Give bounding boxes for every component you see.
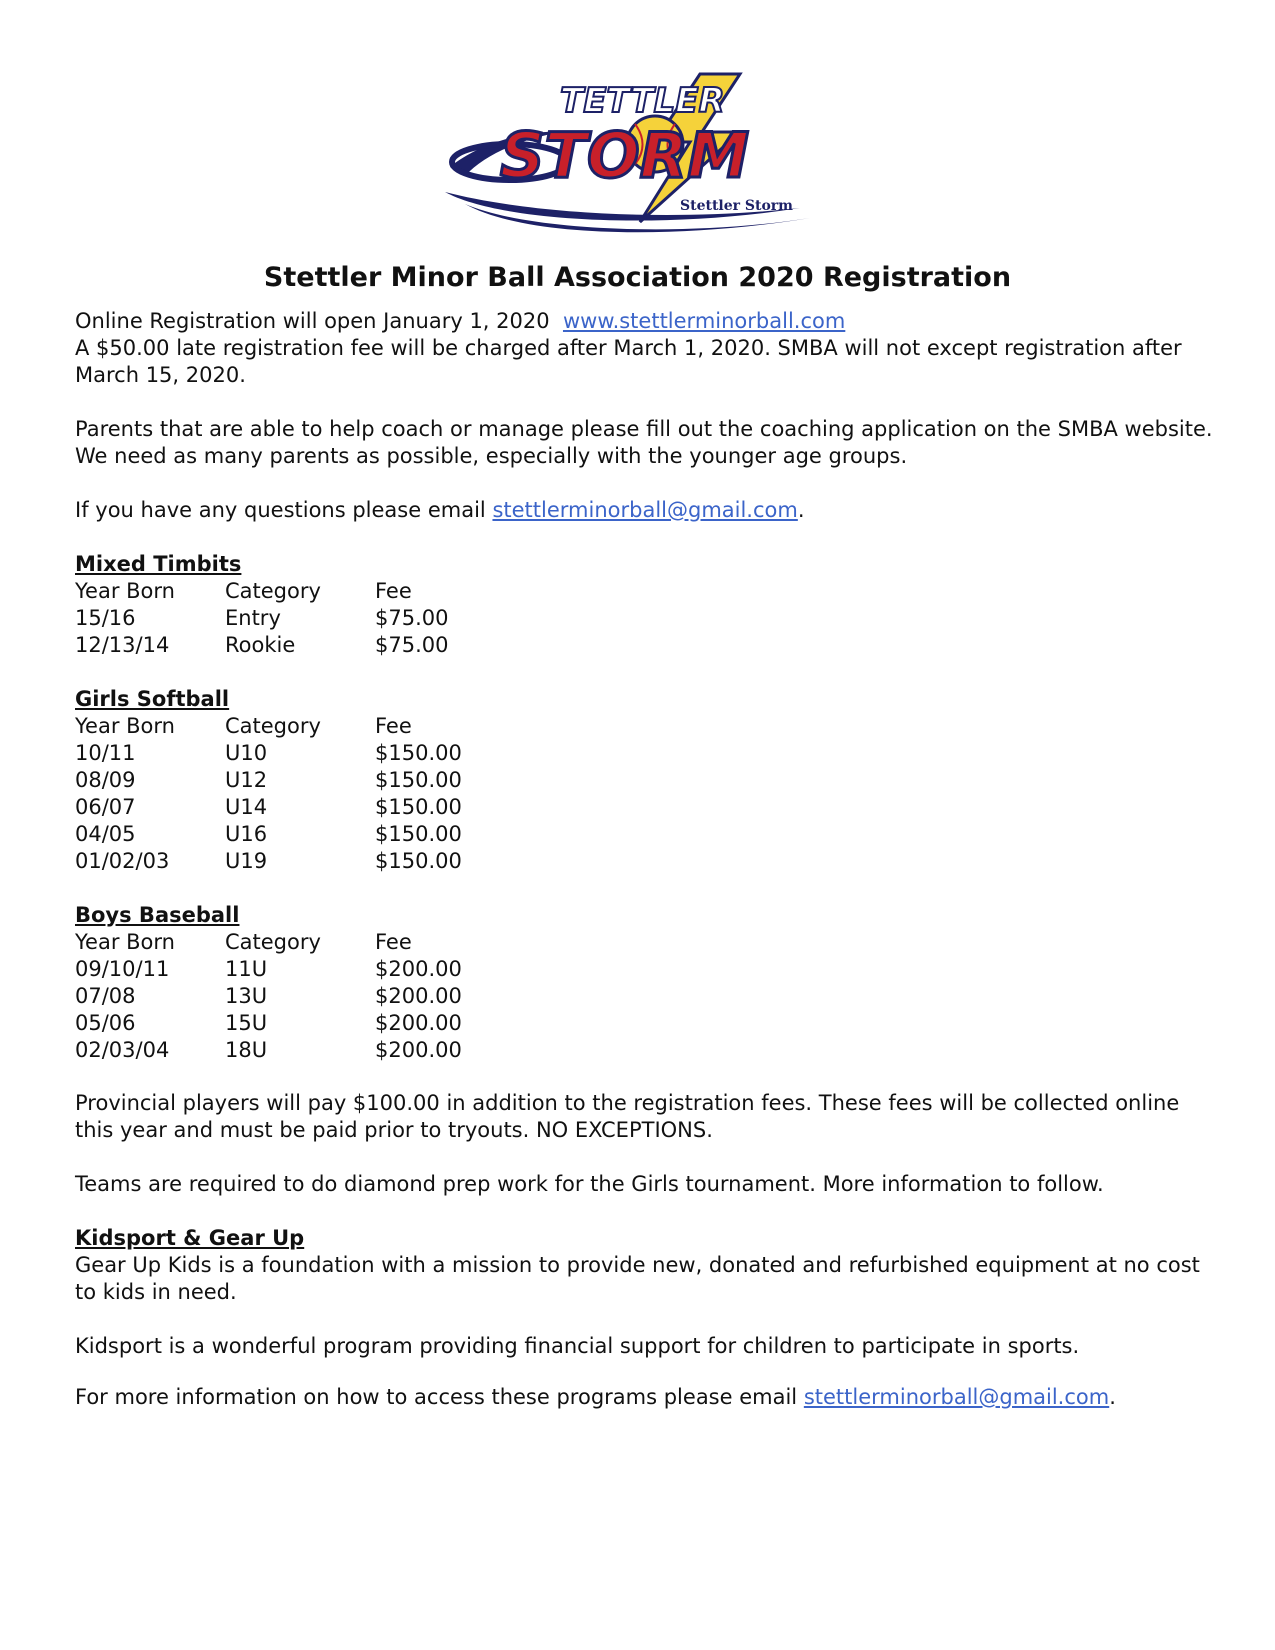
provincial-line-1: Provincial players will pay $100.00 in addition to the registration fees. These fees will be collected online: [75, 1091, 1180, 1115]
more-info-text: For more information on how to access these programs please email: [75, 1385, 798, 1409]
cell-category: 13U: [225, 984, 268, 1008]
online-registration-line: [75, 308, 1205, 335]
cell-category: Rookie: [225, 633, 296, 657]
cell-year-born: 07/08: [75, 984, 136, 1008]
provincial-line-2: this year and must be paid prior to tryouts. NO EXCEPTIONS.: [75, 1118, 713, 1142]
section-heading-girls-softball: Girls Softball: [75, 687, 230, 711]
cell-fee: $150.00: [375, 741, 462, 765]
diamond-prep-text: Teams are required to do diamond prep work for the Girls tournament. More information to follow.: [75, 1172, 1104, 1196]
cell-fee: $150.00: [375, 795, 462, 819]
coaching-line-1: Parents that are able to help coach or manage please fill out the coaching application on the SMBA website.: [75, 417, 1213, 441]
cell-year-born: 08/09: [75, 768, 136, 792]
online-registration-text: Online Registration will open January 1, 2020: [75, 309, 550, 333]
page-title: Stettler Minor Ball Association 2020 Registration: [263, 262, 1012, 293]
header-category: Category: [225, 714, 321, 738]
svg-text:Stettler Storm: Stettler Storm: [680, 198, 793, 214]
cell-fee: $75.00: [375, 633, 449, 657]
cell-fee: $75.00: [375, 606, 449, 630]
cell-year-born: 02/03/04: [75, 1038, 170, 1062]
cell-category: 15U: [225, 1011, 268, 1035]
table-header-row: [75, 929, 525, 956]
svg-text:STORM: STORM: [500, 119, 750, 192]
header-fee: Fee: [375, 579, 412, 603]
header-category: Category: [225, 930, 321, 954]
table-row: [75, 605, 525, 632]
header-year-born: Year Born: [75, 579, 175, 603]
cell-year-born: 04/05: [75, 822, 136, 846]
table-row: [75, 1037, 525, 1064]
header-year-born: Year Born: [75, 714, 175, 738]
table-row: [75, 740, 525, 767]
questions-email-link[interactable]: stettlerminorball@gmail.com: [492, 498, 798, 522]
gear-up-line-2: to kids in need.: [75, 1280, 237, 1304]
cell-category: U19: [225, 849, 268, 873]
table-row: [75, 821, 525, 848]
cell-year-born: 15/16: [75, 606, 136, 630]
late-fee-line-2: March 15, 2020.: [75, 363, 246, 387]
cell-fee: $200.00: [375, 1011, 462, 1035]
fee-table-mixed-timbits: [75, 578, 525, 659]
cell-year-born: 10/11: [75, 741, 136, 765]
table-row: [75, 632, 525, 659]
cell-fee: $150.00: [375, 768, 462, 792]
header-year-born: Year Born: [75, 930, 175, 954]
header-fee: Fee: [375, 930, 412, 954]
more-info-period: .: [1109, 1385, 1116, 1409]
cell-category: 18U: [225, 1038, 268, 1062]
fee-table-boys-baseball: [75, 929, 525, 1064]
cell-category: U14: [225, 795, 268, 819]
svg-text:TETTLER: TETTLER: [560, 81, 725, 121]
website-link[interactable]: www.stettlerminorball.com: [562, 309, 846, 333]
cell-fee: $150.00: [375, 849, 462, 873]
cell-fee: $200.00: [375, 1038, 462, 1062]
cell-fee: $200.00: [375, 984, 462, 1008]
section-heading-kidsport-gear-up: Kidsport & Gear Up: [75, 1226, 305, 1250]
table-row: [75, 767, 525, 794]
table-row: [75, 794, 525, 821]
section-heading-mixed-timbits: Mixed Timbits: [75, 552, 242, 576]
coaching-line-2: We need as many parents as possible, especially with the younger age groups.: [75, 444, 908, 468]
cell-category: U16: [225, 822, 268, 846]
table-header-row: [75, 713, 525, 740]
table-header-row: [75, 578, 525, 605]
more-info-line: [75, 1384, 1205, 1411]
table-row: [75, 956, 525, 983]
questions-period: .: [797, 498, 805, 522]
cell-fee: $200.00: [375, 957, 462, 981]
cell-year-born: 05/06: [75, 1011, 136, 1035]
cell-year-born: 09/10/11: [75, 957, 170, 981]
table-row: [75, 848, 525, 875]
header-fee: Fee: [375, 714, 412, 738]
cell-fee: $150.00: [375, 822, 462, 846]
cell-year-born: 12/13/14: [75, 633, 170, 657]
cell-year-born: 06/07: [75, 795, 136, 819]
late-fee-line-1: A $50.00 late registration fee will be charged after March 1, 2020. SMBA will not except registration after: [75, 336, 1182, 360]
questions-line: [75, 497, 1205, 524]
cell-category: Entry: [225, 606, 281, 630]
table-row: [75, 1010, 525, 1037]
kidsport-text: Kidsport is a wonderful program providing financial support for children to participate in sports.: [75, 1334, 1080, 1358]
fee-table-girls-softball: [75, 713, 525, 875]
cell-year-born: 01/02/03: [75, 849, 170, 873]
questions-text: If you have any questions please email: [75, 498, 486, 522]
cell-category: U10: [225, 741, 268, 765]
gear-up-line-1: Gear Up Kids is a foundation with a mission to provide new, donated and refurbished equipment at no cost: [75, 1253, 1200, 1277]
section-heading-boys-baseball: Boys Baseball: [75, 903, 240, 927]
cell-category: U12: [225, 768, 268, 792]
stettler-storm-logo: [440, 72, 840, 240]
more-info-email-link[interactable]: stettlerminorball@gmail.com: [803, 1385, 1110, 1409]
header-category: Category: [225, 579, 321, 603]
cell-category: 11U: [225, 957, 268, 981]
table-row: [75, 983, 525, 1010]
